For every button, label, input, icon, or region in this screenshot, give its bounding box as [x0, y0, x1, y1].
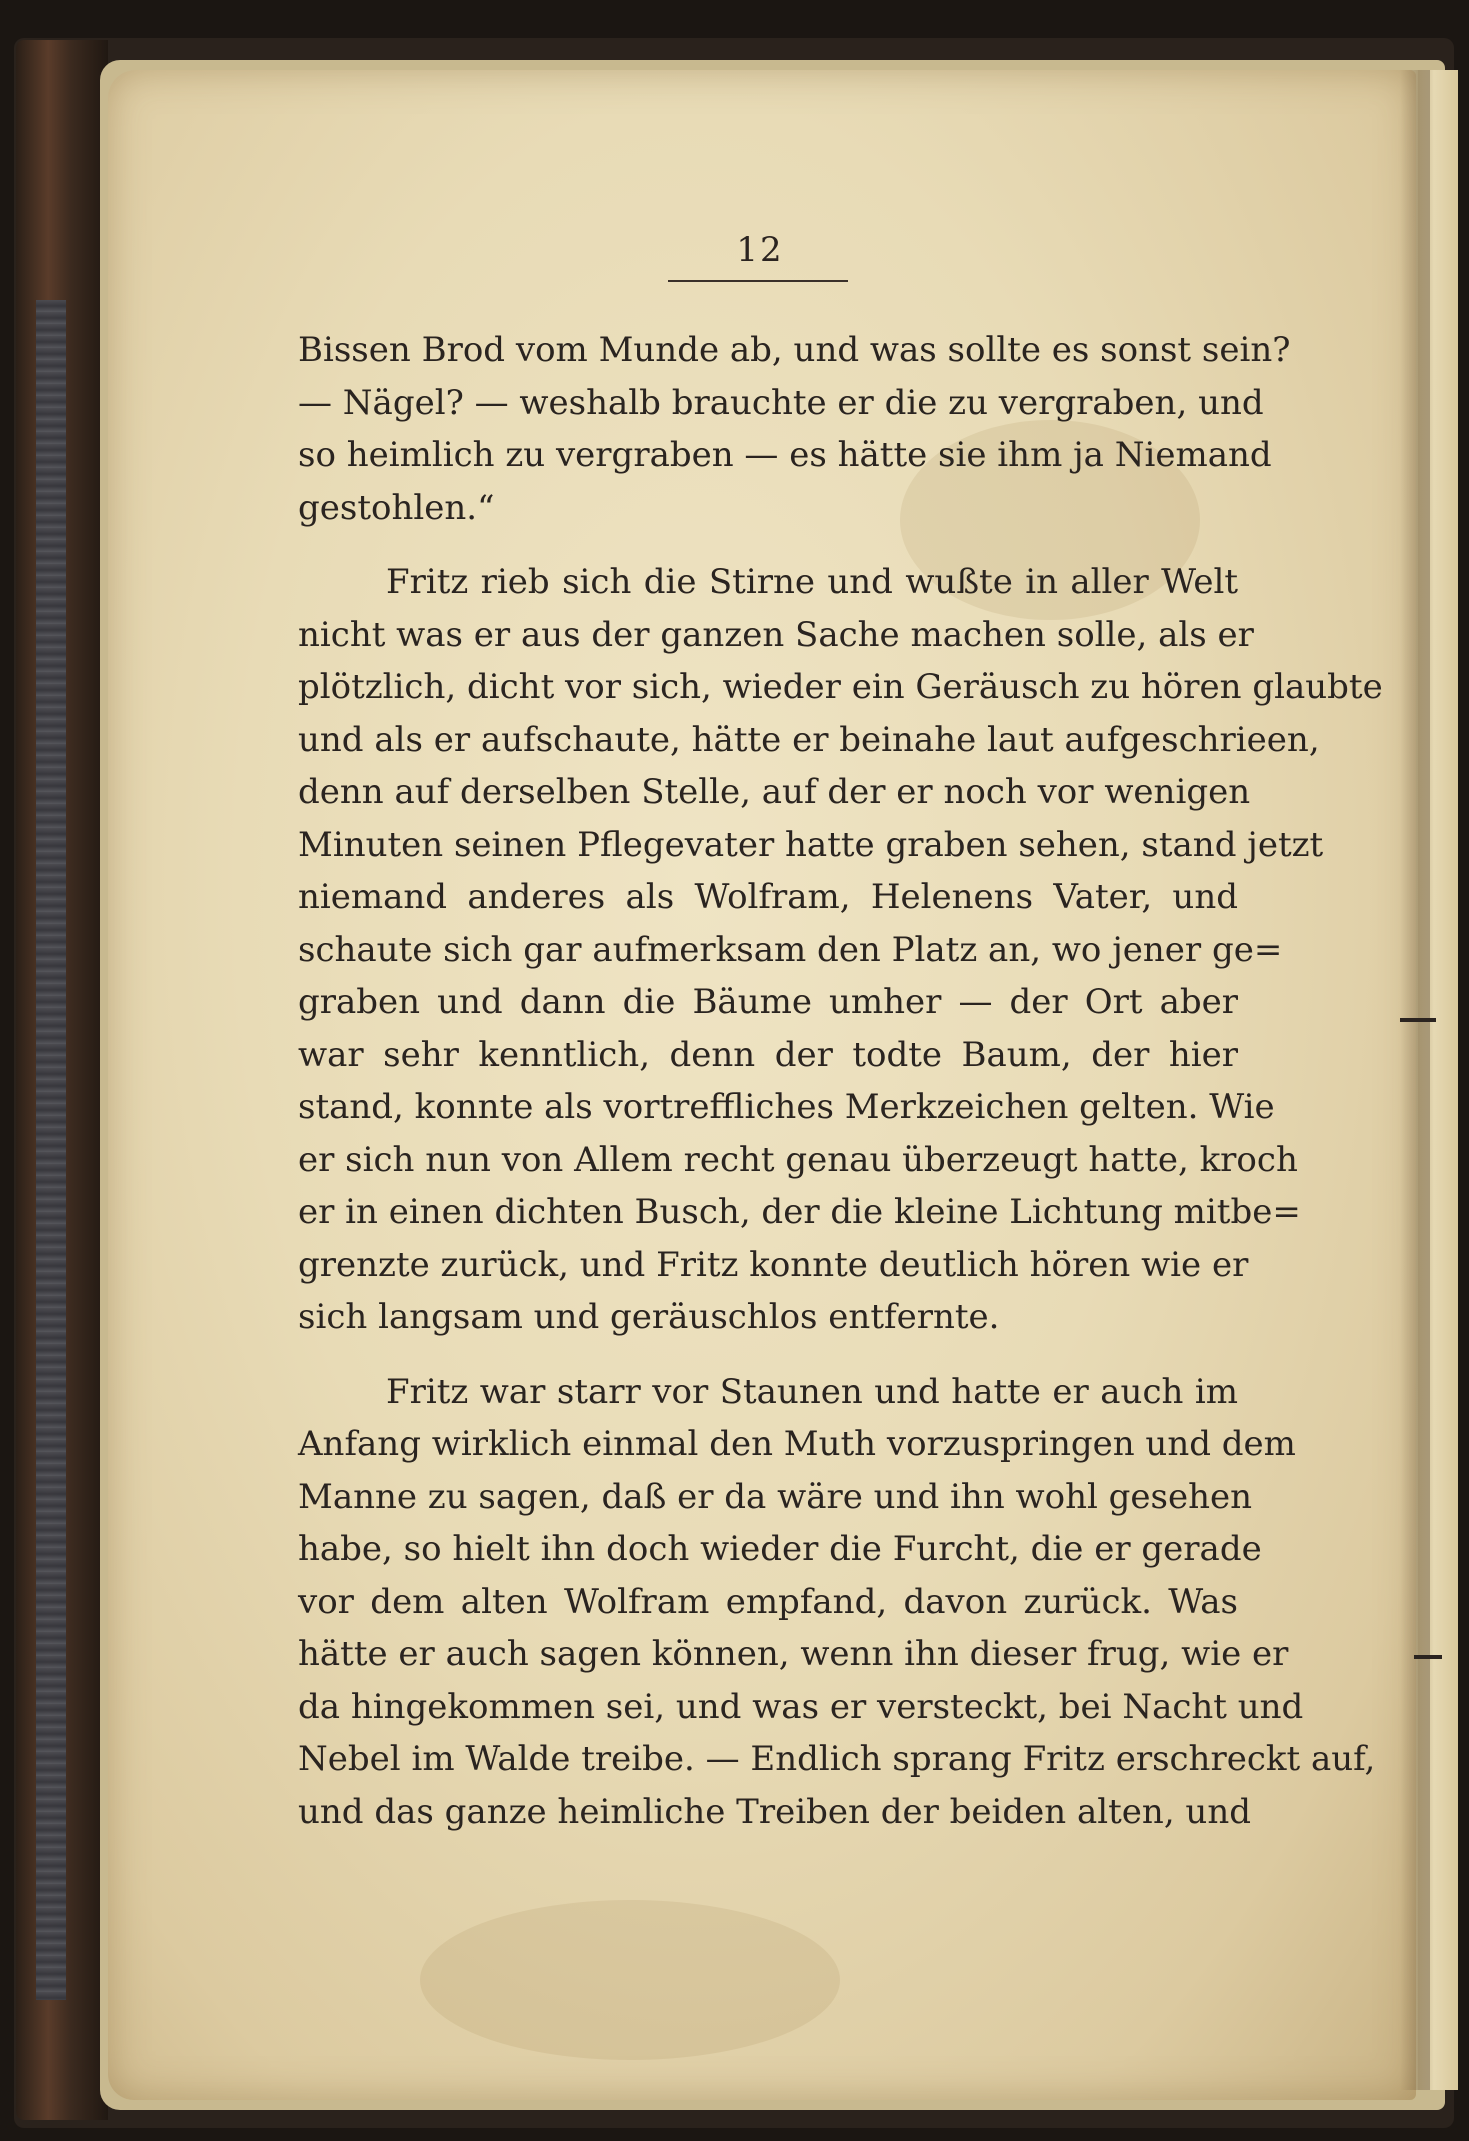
thread-mark: [1400, 1018, 1436, 1022]
text-line: habe, so hielt ihn doch wieder die Furcht, die er gerade: [298, 1529, 1262, 1569]
text-line: vor dem alten Wolfram empfand, davon zurück. Was: [298, 1581, 1238, 1622]
text-line: und das ganze heimliche Treiben der beiden alten, und: [298, 1791, 1251, 1832]
paragraph-start-line: Fritz rieb sich die Stirne und wußte in aller Welt: [386, 562, 1238, 602]
text-line: gestohlen.“: [298, 487, 495, 528]
paper-stain: [420, 1900, 840, 2060]
text-line: Anfang wirklich einmal den Muth vorzuspringen und dem: [298, 1424, 1296, 1464]
thread-mark: [1414, 1655, 1442, 1659]
text-line: so heimlich zu vergraben — es hätte sie ihm ja Niemand: [298, 435, 1272, 475]
body-text: [298, 324, 1383, 1838]
text-line: graben und dann die Bäume umher — der Ort aber: [298, 982, 1238, 1022]
spine-binding: [36, 300, 66, 2000]
text-line: und als er aufschaute, hätte er beinahe laut aufgeschrieen,: [298, 719, 1320, 760]
text-line: er in einen dichten Busch, der die kleine Lichtung mitbe=: [298, 1192, 1301, 1232]
page-number-rule: [668, 280, 848, 282]
text-line: niemand anderes als Wolfram, Helenens Vater, und: [298, 877, 1238, 917]
page-number: 12: [736, 230, 784, 270]
text-line: schaute sich gar aufmerksam den Platz an, wo jener ge=: [298, 929, 1283, 970]
page-gutter: [1400, 70, 1430, 2090]
text-line: hätte er auch sagen können, wenn ihn dieser frug, wie er: [298, 1634, 1289, 1674]
text-line: plötzlich, dicht vor sich, wieder ein Geräusch zu hören glaubte: [298, 667, 1383, 707]
paragraph-start-line: Fritz war starr vor Staunen und hatte er auch im: [386, 1371, 1238, 1412]
text-line: Bissen Brod vom Munde ab, und was sollte es sonst sein?: [298, 330, 1291, 370]
text-line: stand, konnte als vortreffliches Merkzeichen gelten. Wie: [298, 1087, 1275, 1127]
text-line: grenzte zurück, und Fritz konnte deutlich hören wie er: [298, 1244, 1249, 1285]
text-line: denn auf derselben Stelle, auf der er noch vor wenigen: [298, 772, 1251, 812]
text-line: Nebel im Walde treibe. — Endlich sprang Fritz erschreckt auf,: [298, 1739, 1376, 1779]
text-line: war sehr kenntlich, denn der todte Baum, der hier: [298, 1034, 1238, 1075]
text-line: er sich nun von Allem recht genau überzeugt hatte, kroch: [298, 1139, 1298, 1180]
text-line: sich langsam und geräuschlos entfernte.: [298, 1297, 1000, 1337]
text-line: nicht was er aus der ganzen Sache machen solle, als er: [298, 614, 1254, 655]
text-line: da hingekommen sei, und was er versteckt, bei Nacht und: [298, 1686, 1304, 1727]
text-line: Minuten seinen Pflegevater hatte graben sehen, stand jetzt: [298, 824, 1324, 865]
text-line: — Nägel? — weshalb brauchte er die zu vergraben, und: [298, 382, 1264, 423]
text-line: Manne zu sagen, daß er da wäre und ihn wohl gesehen: [298, 1476, 1253, 1517]
